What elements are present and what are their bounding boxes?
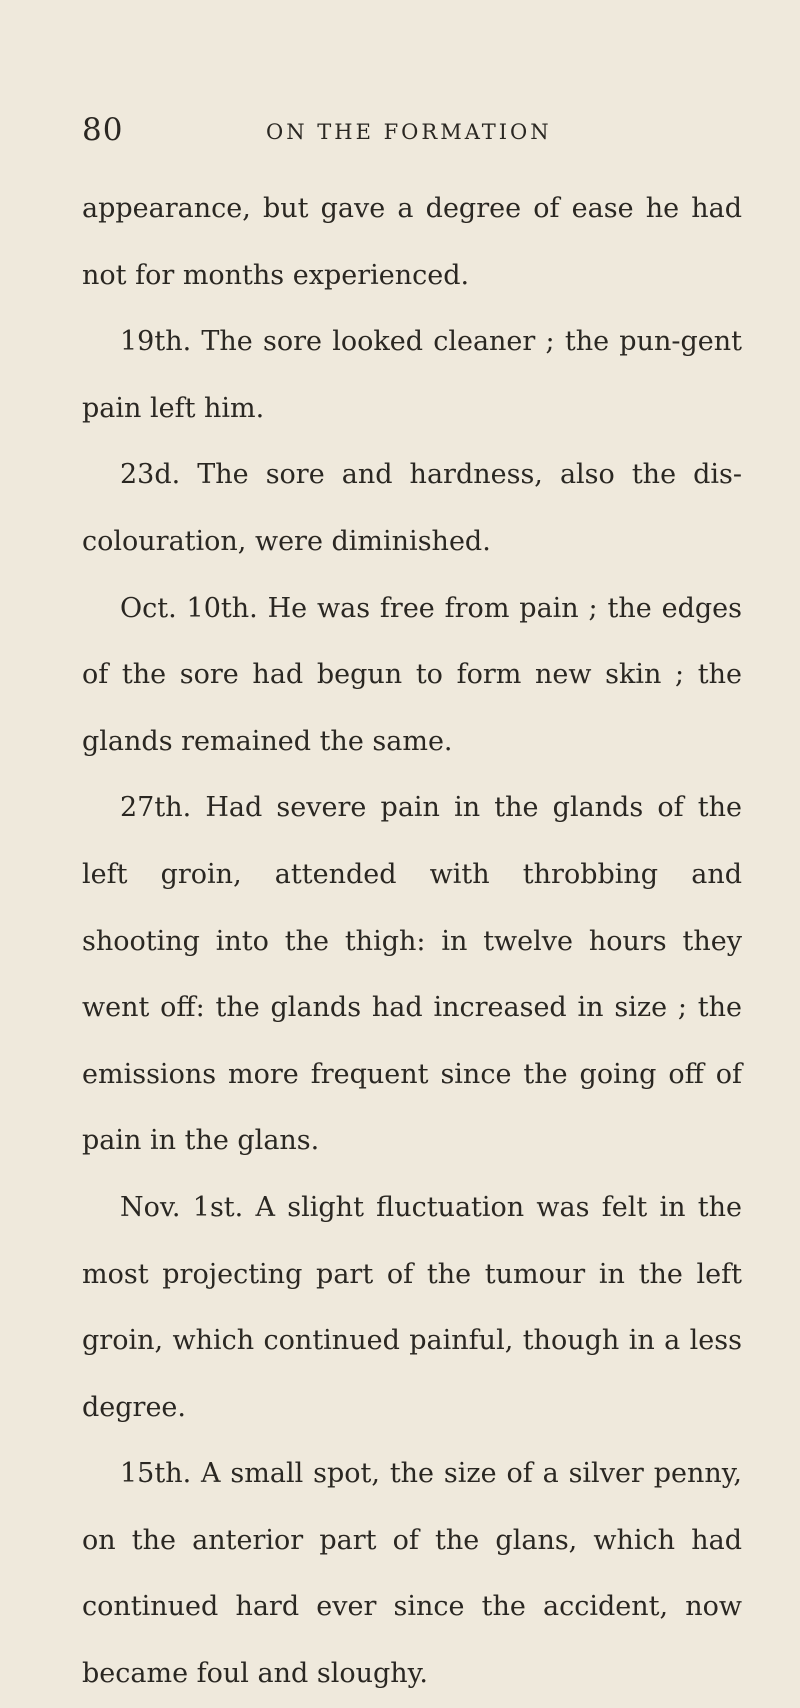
paragraph-oct-10th: Oct. 10th. He was free from pain ; the edges of the sore had begun to form new skin ; the glands remained the same. xyxy=(82,592,742,757)
body-text xyxy=(82,176,742,1708)
paragraph-19th: 19th. The sore looked cleaner ; the pun-gent pain left him. xyxy=(82,326,742,424)
paragraph-23d: 23d. The sore and hardness, also the dis-colouration, were diminished. xyxy=(82,459,742,557)
paragraph-nov-1st: Nov. 1st. A slight fluctuation was felt in the most projecting part of the tumour in the left groin, which continued painful, though in a less degree. xyxy=(82,1191,742,1423)
paragraph-continuation: appearance, but gave a degree of ease he had not for months experienced. xyxy=(82,193,742,291)
page-number: 80 xyxy=(82,112,124,148)
paragraph-27th: 27th. Had severe pain in the glands of the left groin, attended with throbbing and shooting into the thigh: in twelve hours they went off: the glands had increased in size ; the emissions more frequent since the going off of pain in the glans. xyxy=(82,792,742,1157)
running-head xyxy=(82,108,742,152)
running-title: ON THE FORMATION xyxy=(266,120,552,144)
paragraph-15th: 15th. A small spot, the size of a silver penny, on the anterior part of the glans, which had continued hard ever since the accident, now became foul and sloughy. xyxy=(82,1458,742,1690)
